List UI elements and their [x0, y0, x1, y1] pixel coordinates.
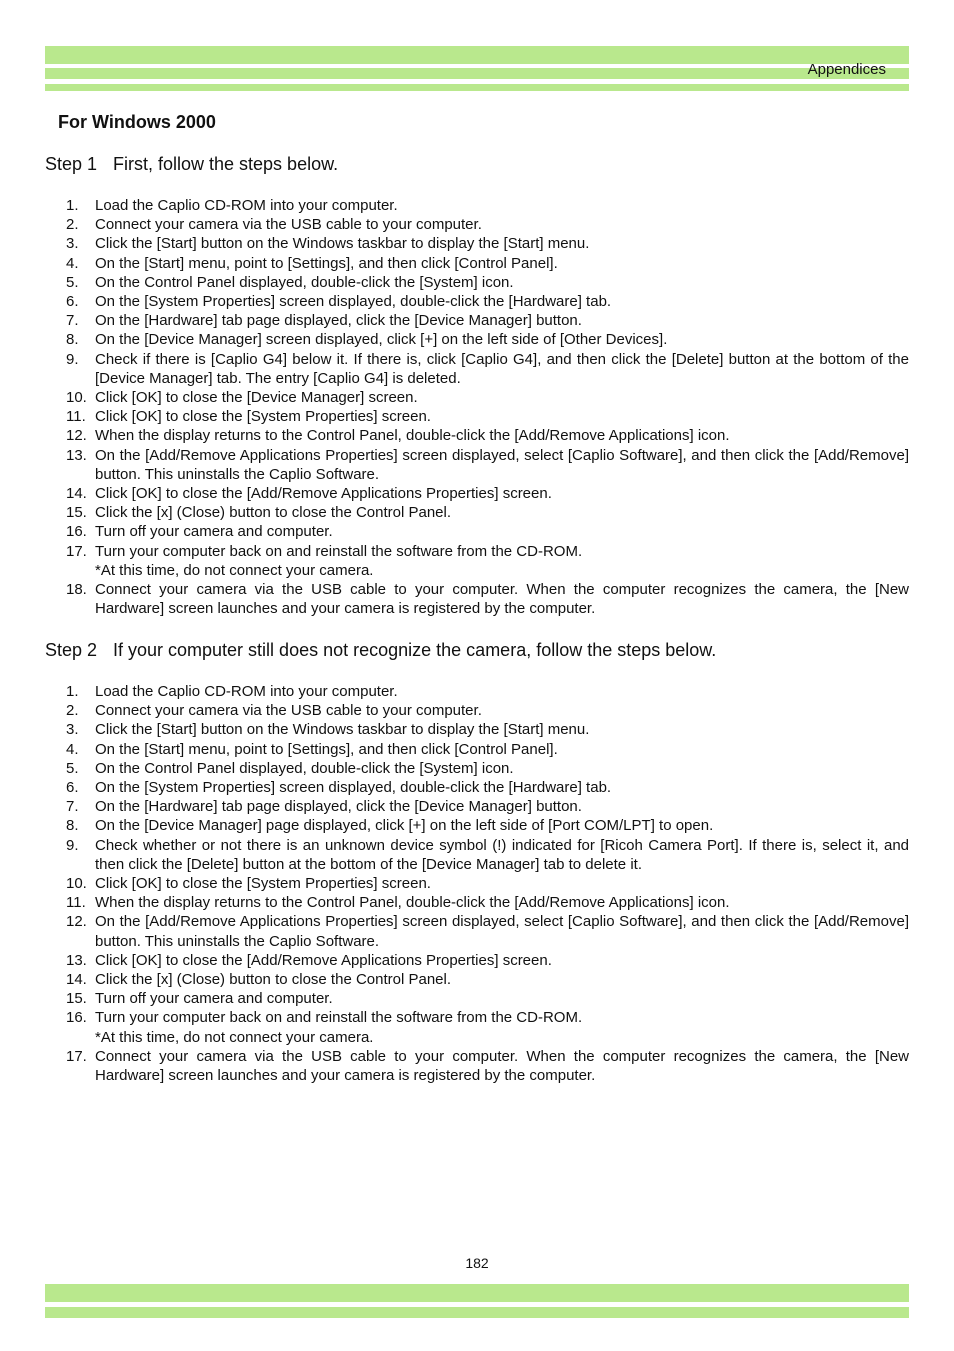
list-item [66, 951, 909, 970]
list-item [66, 720, 909, 739]
list-item [66, 273, 909, 292]
step1-label: Step 1 [45, 154, 98, 174]
list-item-main: Click [OK] to close the [Add/Remove Applications Properties] screen. [95, 485, 552, 503]
list-item-main: On the [System Properties] screen displayed, double-click the [Hardware] tab. [95, 779, 612, 797]
list-item-number: 5. [66, 759, 79, 777]
list-item-text [95, 542, 909, 580]
list-item-number: 2. [66, 216, 79, 234]
list-item-main: On the [Start] menu, point to [Settings], and then click [Control Panel]. [95, 254, 558, 272]
list-item-text [95, 816, 909, 835]
list-item-text [95, 407, 909, 426]
list-item-main: Load the Caplio CD-ROM into your computer. [95, 197, 398, 214]
header-section-label: Appendices [807, 61, 886, 78]
list-item-text [95, 522, 909, 541]
list-item-main: Click [OK] to close the [Add/Remove Applications Properties] screen. [95, 951, 552, 969]
list-item-number: 2. [66, 702, 79, 720]
list-item [66, 893, 909, 912]
list-item [66, 311, 909, 330]
list-item [66, 388, 909, 407]
list-item-main: On the [Device Manager] page displayed, click [+] on the left side of [Port COM/LPT] to open. [95, 817, 714, 835]
step1-heading [45, 154, 338, 175]
list-item-text [95, 836, 909, 874]
list-item [66, 446, 909, 484]
list-item-number: 7. [66, 312, 79, 330]
list-item-text [95, 701, 909, 720]
list-item-main: When the display returns to the Control Panel, double-click the [Add/Remove Applications] icon. [95, 894, 730, 912]
step2-heading-text: If your computer still does not recognize the camera, follow the steps below. [113, 640, 717, 660]
step1-heading-text: First, follow the steps below. [113, 154, 339, 174]
list-item [66, 330, 909, 349]
list-item [66, 778, 909, 797]
list-item-number: 17. [66, 1047, 87, 1065]
header-band-middle [45, 68, 909, 79]
list-item-number: 12. [66, 913, 87, 931]
list-item-number: 1. [66, 683, 79, 700]
list-item-number: 15. [66, 990, 87, 1008]
list-item-main: Load the Caplio CD-ROM into your computer. [95, 683, 398, 700]
list-item-text [95, 682, 909, 701]
list-item-number: 3. [66, 235, 79, 253]
list-item-main: On the [Add/Remove Applications Properties] screen displayed, select [Caplio Software], and then click the [Add/Remove] button. This uninstalls the Caplio Software. [95, 913, 909, 950]
list-item-number: 5. [66, 273, 79, 291]
list-item [66, 740, 909, 759]
list-item-main: On the [Hardware] tab page displayed, click the [Device Manager] button. [95, 312, 582, 330]
list-item [66, 503, 909, 522]
list-item-main: Click the [Start] button on the Windows taskbar to display the [Start] menu. [95, 721, 590, 739]
list-item-number: 14. [66, 971, 87, 989]
list-item-text [95, 484, 909, 503]
list-item [66, 836, 909, 874]
list-item-text [95, 1047, 909, 1085]
list-item-text [95, 912, 909, 950]
list-item-main: Click the [x] (Close) button to close the Control Panel. [95, 504, 452, 522]
step2-heading [45, 640, 716, 661]
list-item-text [95, 196, 909, 215]
list-item-number: 9. [66, 350, 79, 368]
list-item-text [95, 951, 909, 970]
list-item [66, 484, 909, 503]
footer-band-top [45, 1284, 909, 1302]
list-item-text [95, 234, 909, 253]
list-item-main: Connect your camera via the USB cable to your computer. When the computer recognizes the camera, the [New Hardware] screen launches and your camera is registered by the computer. [95, 1047, 909, 1085]
list-item-text [95, 970, 909, 989]
list-item-number: 14. [66, 485, 87, 503]
list-item-main: Check whether or not there is an unknown device symbol (!) indicated for [Ricoh Camera Port]. If there is, select it, and then click the [Delete] button at the bottom of the [Device Manager] tab to delete it. [95, 836, 909, 873]
list-item [66, 542, 909, 580]
list-item [66, 970, 909, 989]
step2-label: Step 2 [45, 640, 98, 660]
list-item-text [95, 273, 909, 292]
list-item [66, 196, 909, 215]
list-item-main: Turn off your camera and computer. [95, 523, 333, 541]
list-item-text [95, 580, 909, 618]
list-item-text [95, 254, 909, 273]
list-item-number: 11. [66, 408, 86, 426]
list-item-main: Connect your camera via the USB cable to your computer. [95, 216, 482, 234]
list-item-main: On the Control Panel displayed, double-click the [System] icon. [95, 759, 514, 777]
list-item-number: 16. [66, 1009, 87, 1027]
list-item-main: Click [OK] to close the [System Properties] screen. [95, 408, 431, 426]
list-item-main: Click [OK] to close the [Device Manager] screen. [95, 389, 418, 407]
list-item [66, 874, 909, 893]
list-item-number: 8. [66, 817, 79, 835]
list-item-main: Click the [x] (Close) button to close the Control Panel. [95, 971, 452, 989]
list-item-note: *At this time, do not connect your camera. [95, 561, 374, 579]
list-item-number: 4. [66, 254, 79, 272]
list-item-number: 3. [66, 721, 79, 739]
list-item-number: 9. [66, 836, 79, 854]
list-item-text [95, 740, 909, 759]
list-item-number: 10. [66, 875, 87, 893]
list-item [66, 989, 909, 1008]
list-item-main: Click [OK] to close the [System Properties] screen. [95, 875, 431, 893]
list-item-text [95, 874, 909, 893]
list-item [66, 759, 909, 778]
list-item-number: 13. [66, 446, 87, 464]
list-item-main: Check if there is [Caplio G4] below it. If there is, click [Caplio G4], and then click the [Delete] button at the bottom of the [Device Manager] tab. The entry [Caplio G4] is deleted. [95, 350, 909, 387]
list-item-text [95, 1008, 909, 1046]
list-item-text [95, 388, 909, 407]
list-item-number: 18. [66, 581, 87, 599]
list-item [66, 407, 909, 426]
list-item-main: Connect your camera via the USB cable to your computer. When the computer recognizes the camera, the [New Hardware] screen launches and your camera is registered by the computer. [95, 581, 909, 618]
list-item [66, 682, 909, 701]
list-item [66, 912, 909, 950]
list-item-main: On the [Device Manager] screen displayed, click [+] on the left side of [Other Devices]. [95, 331, 668, 349]
list-item-text [95, 311, 909, 330]
list-item-note: *At this time, do not connect your camera. [95, 1028, 374, 1046]
list-item-number: 8. [66, 331, 79, 349]
header-band-bottom [45, 84, 909, 91]
section-title: For Windows 2000 [58, 112, 216, 132]
list-item [66, 254, 909, 273]
list-item-text [95, 797, 909, 816]
list-item-number: 6. [66, 293, 79, 311]
list-item-number: 13. [66, 951, 87, 969]
list-item-number: 16. [66, 523, 87, 541]
list-item-text [95, 893, 909, 912]
list-item-main: When the display returns to the Control Panel, double-click the [Add/Remove Applications] icon. [95, 427, 730, 445]
list-item [66, 1047, 909, 1085]
list-item-main: On the [System Properties] screen displayed, double-click the [Hardware] tab. [95, 293, 612, 311]
list-item-main: Click the [Start] button on the Windows taskbar to display the [Start] menu. [95, 235, 590, 253]
list-item-main: Turn your computer back on and reinstall the software from the CD-ROM. [95, 542, 583, 560]
list-item-number: 6. [66, 779, 79, 797]
list-item-text [95, 759, 909, 778]
list-item-text [95, 778, 909, 797]
list-item [66, 580, 909, 618]
footer-band-bottom [45, 1307, 909, 1318]
list-item-number: 1. [66, 197, 79, 214]
list-item [66, 292, 909, 311]
list-item [66, 215, 909, 234]
list-item-main: Turn your computer back on and reinstall the software from the CD-ROM. [95, 1009, 583, 1027]
list-item-main: On the Control Panel displayed, double-click the [System] icon. [95, 273, 514, 291]
list-item-text [95, 350, 909, 388]
list-item [66, 797, 909, 816]
header-band-top [45, 46, 909, 64]
list-item [66, 701, 909, 720]
list-item-text [95, 215, 909, 234]
step2-list [66, 682, 909, 1085]
list-item [66, 522, 909, 541]
list-item-main: On the [Add/Remove Applications Properties] screen displayed, select [Caplio Software], and then click the [Add/Remove] button. This uninstalls the Caplio Software. [95, 446, 909, 483]
list-item-number: 17. [66, 542, 87, 560]
list-item-main: On the [Hardware] tab page displayed, click the [Device Manager] button. [95, 798, 582, 816]
list-item-number: 10. [66, 389, 87, 407]
list-item-main: Turn off your camera and computer. [95, 990, 333, 1008]
list-item-text [95, 989, 909, 1008]
list-item [66, 1008, 909, 1046]
page-number: 182 [465, 1255, 489, 1271]
list-item [66, 426, 909, 445]
list-item [66, 350, 909, 388]
list-item-text [95, 426, 909, 445]
list-item-number: 4. [66, 740, 79, 758]
list-item-number: 7. [66, 798, 79, 816]
list-item [66, 816, 909, 835]
list-item-text [95, 503, 909, 522]
step1-list [66, 196, 909, 618]
list-item-text [95, 446, 909, 484]
list-item-main: Connect your camera via the USB cable to your computer. [95, 702, 482, 720]
list-item-number: 15. [66, 504, 87, 522]
list-item-number: 12. [66, 427, 87, 445]
list-item-text [95, 330, 909, 349]
list-item-number: 11. [66, 894, 86, 912]
list-item [66, 234, 909, 253]
list-item-text [95, 292, 909, 311]
list-item-text [95, 720, 909, 739]
list-item-main: On the [Start] menu, point to [Settings], and then click [Control Panel]. [95, 740, 558, 758]
